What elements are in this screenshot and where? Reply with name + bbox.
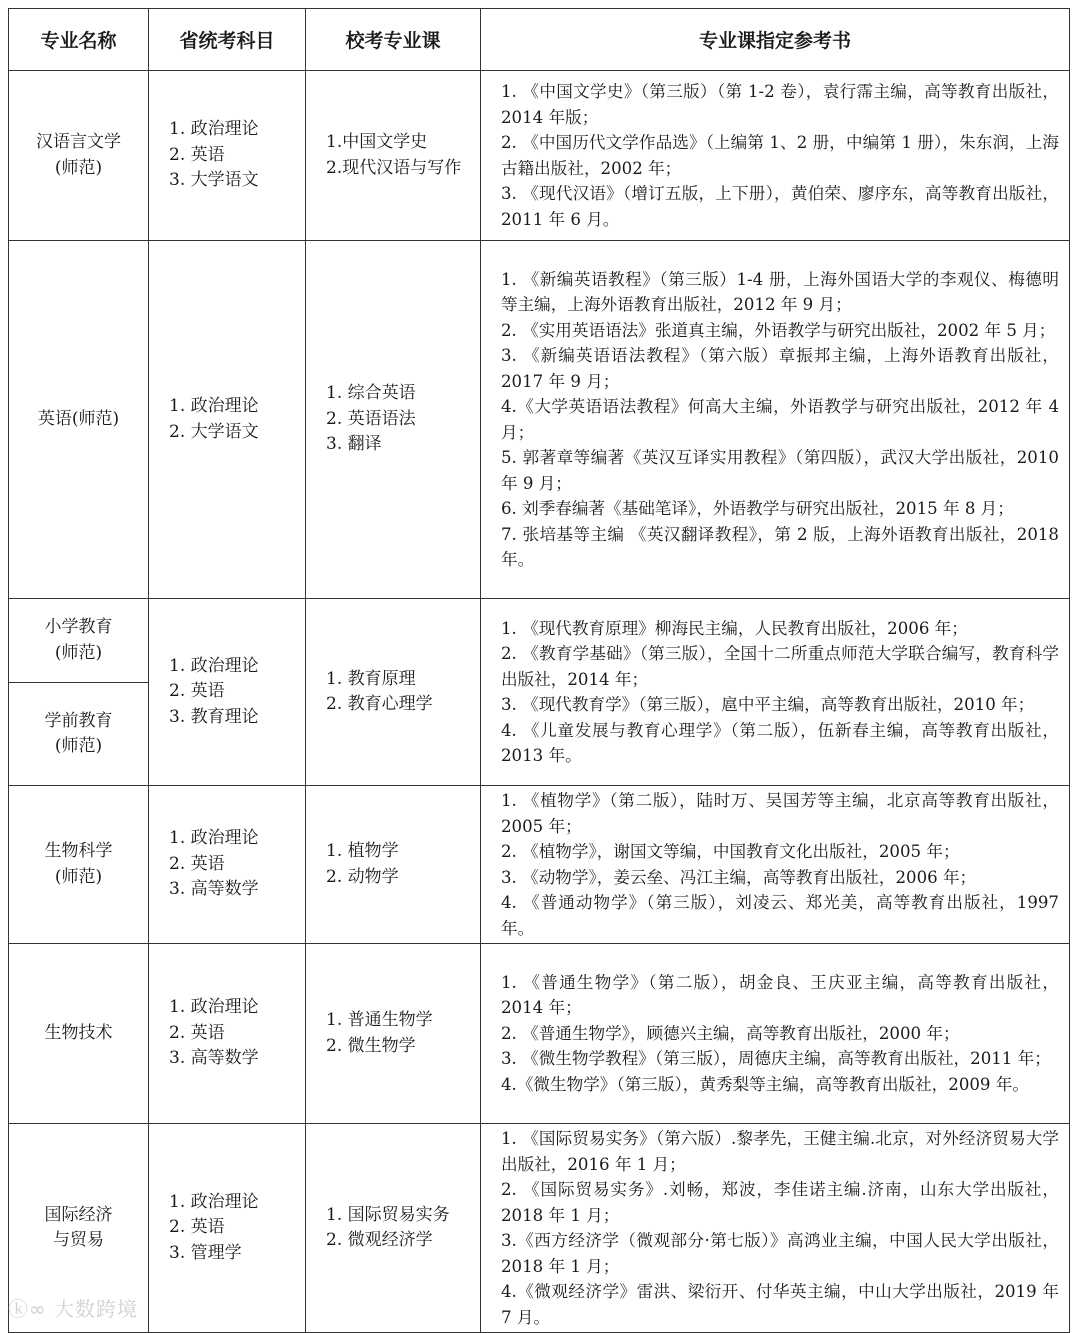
line: 2. 教育心理学 bbox=[326, 694, 433, 714]
line: 1. 综合英语 bbox=[326, 383, 416, 404]
line: 1. 政治理论 bbox=[169, 1191, 259, 1212]
line: 3. 《现代汉语》（增订五版，上下册），黄伯荣、廖序东，高等教育出版社，2011 年 6 月。 bbox=[501, 184, 1059, 229]
major-line: (师范) bbox=[54, 866, 103, 887]
school-exam-courses bbox=[306, 71, 481, 241]
provincial-exam-subjects bbox=[149, 241, 306, 599]
line: 2. 《教育学基础》（第三版），全国十二所重点师范大学联合编写，教育科学出版社，2014 年； bbox=[501, 644, 1059, 689]
line: 2. 英语 bbox=[169, 853, 225, 874]
line: 3. 《动物学》，姜云垒、冯江主编，高等教育出版社，2006 年； bbox=[501, 867, 977, 887]
line: 2. 《普通生物学》，顾德兴主编，高等教育出版社，2000 年； bbox=[501, 1023, 960, 1043]
line: 7. 张培基等主编 《英汉翻译教程》，第 2 版，上海外语教育出版社，2018 年。 bbox=[501, 524, 1059, 569]
reference-books bbox=[481, 241, 1070, 599]
header-reference-books: 专业课指定参考书 bbox=[481, 9, 1070, 71]
school-exam-courses bbox=[306, 944, 481, 1124]
line: 3. 管理学 bbox=[169, 1242, 242, 1263]
major-line: 生物科学 bbox=[44, 841, 113, 861]
watermark-logo: ⓚ∞ 大数跨境 bbox=[8, 1297, 139, 1321]
line: 1. 政治理论 bbox=[169, 997, 259, 1018]
line: 2. 《植物学》，谢国文等编，中国教育文化出版社，2005 年； bbox=[501, 842, 960, 861]
line: 2. 英语 bbox=[169, 681, 225, 702]
line: 4.《大学英语语法教程》何高大主编，外语教学与研究出版社，2012 年 4 月； bbox=[501, 397, 1059, 442]
header-row bbox=[9, 9, 1070, 71]
line: 2. 《国际贸易实务》.刘畅，郑波，李佳诺主编.济南，山东大学出版社，2018 年 1 月； bbox=[501, 1180, 1059, 1225]
line: 3. 《新编英语语法教程》（第六版）章振邦主编，上海外语教育出版社，2017 年 9 月； bbox=[501, 346, 1059, 391]
line: 3. 高等数学 bbox=[169, 1048, 259, 1069]
line: 2. 动物学 bbox=[326, 866, 399, 887]
line: 1. 普通生物学 bbox=[326, 1010, 433, 1030]
major-line: (师范) bbox=[54, 736, 103, 756]
line: 4. 《儿童发展与教育心理学》（第二版），伍新春主编，高等教育出版社，2013 年。 bbox=[501, 720, 1059, 765]
line: 1. 植物学 bbox=[326, 841, 399, 861]
major-line: (师范) bbox=[54, 642, 103, 663]
major-line: 小学教育 bbox=[44, 617, 113, 637]
major-name bbox=[9, 786, 149, 944]
line: 5. 郭著章等编著《英汉互译实用教程》（第四版），武汉大学出版社，2010 年 9 月； bbox=[501, 448, 1059, 493]
provincial-exam-subjects bbox=[149, 944, 306, 1124]
header-school-exam: 校考专业课 bbox=[306, 9, 481, 71]
major-line: 英语(师范) bbox=[37, 408, 120, 429]
line: 4.《微生物学》（第三版），黄秀梨等主编，高等教育出版社，2009 年。 bbox=[501, 1074, 1029, 1094]
line: 1. 《普通生物学》（第二版），胡金良、王庆亚主编，高等教育出版社，2014 年； bbox=[501, 972, 1059, 1018]
table-row bbox=[9, 944, 1070, 1124]
line: 2. 大学语文 bbox=[169, 421, 259, 442]
header-provincial-exam: 省统考科目 bbox=[149, 9, 306, 71]
line: 2.现代汉语与写作 bbox=[326, 157, 462, 178]
line: 1. 《植物学》（第二版），陆时万、吴国芳等主编，北京高等教育出版社，2005 年； bbox=[501, 791, 1059, 836]
major-name bbox=[9, 599, 149, 683]
line: 2. 微生物学 bbox=[326, 1035, 416, 1056]
line: 1. 《国际贸易实务》（第六版）.黎孝先，王健主编.北京，对外经济贸易大学出版社，2016 年 1 月； bbox=[501, 1129, 1059, 1174]
line: 2. 英语 bbox=[169, 144, 225, 165]
line: 2. 《实用英语语法》张道真主编，外语教学与研究出版社，2002 年 5 月； bbox=[501, 320, 1056, 340]
major-name bbox=[9, 241, 149, 599]
line: 4. 《普通动物学》（第三版），刘凌云、郑光美，高等教育出版社，1997 年。 bbox=[501, 893, 1059, 938]
line: 1. 政治理论 bbox=[169, 396, 259, 416]
major-line: 与贸易 bbox=[53, 1230, 104, 1250]
line: 1. 政治理论 bbox=[169, 828, 259, 849]
reference-books bbox=[481, 599, 1070, 786]
school-exam-courses bbox=[306, 599, 481, 786]
line: 1. 《现代教育原理》柳海民主编，人民教育出版社，2006 年； bbox=[501, 618, 968, 638]
school-exam-courses bbox=[306, 1124, 481, 1333]
major-name bbox=[9, 683, 149, 786]
line: 3. 翻译 bbox=[326, 434, 382, 455]
header-major: 专业名称 bbox=[9, 9, 149, 71]
reference-books bbox=[481, 71, 1070, 241]
reference-books bbox=[481, 1124, 1070, 1333]
line: 1. 政治理论 bbox=[169, 119, 259, 140]
provincial-exam-subjects bbox=[149, 1124, 306, 1333]
line: 2. 英语 bbox=[169, 1217, 225, 1238]
line: 3. 《微生物学教程》（第三版），周德庆主编，高等教育出版社，2011 年； bbox=[501, 1049, 1051, 1069]
line: 1. 政治理论 bbox=[169, 655, 259, 676]
line: 2. 微观经济学 bbox=[326, 1230, 433, 1250]
line: 3. 《现代教育学》（第三版），扈中平主编，高等教育出版社，2010 年； bbox=[501, 695, 1035, 714]
school-exam-courses bbox=[306, 241, 481, 599]
line: 6. 刘季春编著《基础笔译》，外语教学与研究出版社，2015 年 8 月； bbox=[501, 499, 1014, 518]
table-row bbox=[9, 71, 1070, 241]
line: 1. 《新编英语教程》（第三版）1-4 册，上海外国语大学的李观仪、梅德明等主编，上海外语教育出版社，2012 年 9 月； bbox=[501, 269, 1059, 314]
line: 2. 《中国历代文学作品选》（上编第 1、2 册，中编第 1 册），朱东润，上海古籍出版社，2002 年； bbox=[501, 133, 1059, 178]
major-line: 学前教育 bbox=[44, 710, 113, 731]
reference-books bbox=[481, 786, 1070, 944]
table-row bbox=[9, 599, 1070, 683]
line: 1. 《中国文学史》（第三版）（第 1-2 卷），袁行霈主编，高等教育出版社，2014 年版； bbox=[501, 82, 1059, 127]
line: 3. 高等数学 bbox=[169, 879, 259, 900]
table-row bbox=[9, 241, 1070, 599]
major-line: (师范) bbox=[54, 157, 103, 178]
line: 1. 国际贸易实务 bbox=[326, 1204, 450, 1225]
line: 3. 教育理论 bbox=[169, 706, 259, 727]
line: 2. 英语 bbox=[169, 1022, 225, 1043]
major-name bbox=[9, 944, 149, 1124]
major-line: 国际经济 bbox=[44, 1204, 113, 1225]
line: 3.《西方经济学（微观部分·第七版）》高鸿业主编，中国人民大学出版社，2018 年 1 月； bbox=[501, 1231, 1059, 1276]
line: 1. 教育原理 bbox=[326, 668, 416, 689]
table-row bbox=[9, 1124, 1070, 1333]
line: 2. 英语语法 bbox=[326, 408, 416, 429]
reference-books bbox=[481, 944, 1070, 1124]
line: 3. 大学语文 bbox=[169, 170, 259, 191]
major-line: 生物技术 bbox=[44, 1022, 113, 1043]
line: 1.中国文学史 bbox=[326, 132, 428, 152]
table-row bbox=[9, 786, 1070, 944]
provincial-exam-subjects bbox=[149, 786, 306, 944]
line: 4.《微观经济学》雷洪、梁衍开、付华英主编，中山大学出版社，2019 年 7 月。 bbox=[501, 1282, 1059, 1327]
reference-books-table bbox=[8, 8, 1070, 1333]
school-exam-courses bbox=[306, 786, 481, 944]
major-line: 汉语言文学 bbox=[36, 132, 121, 152]
major-name bbox=[9, 71, 149, 241]
provincial-exam-subjects bbox=[149, 599, 306, 786]
provincial-exam-subjects bbox=[149, 71, 306, 241]
